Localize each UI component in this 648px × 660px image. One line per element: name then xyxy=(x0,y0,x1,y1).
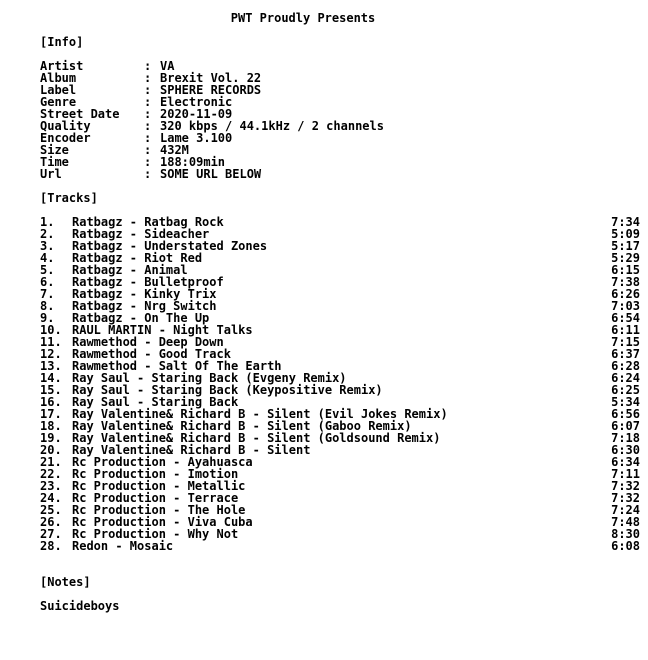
track-number: 5. xyxy=(40,263,55,277)
info-separator: : xyxy=(144,167,152,181)
track-number: 9. xyxy=(40,311,55,325)
track-duration: 6:08 xyxy=(611,539,640,553)
track-duration: 5:09 xyxy=(611,227,640,241)
track-title: Ray Valentine& Richard B - Silent xyxy=(72,443,311,457)
track-number: 24. xyxy=(40,491,62,505)
info-key: Label xyxy=(40,83,77,97)
info-value: SPHERE RECORDS xyxy=(160,83,262,97)
track-duration: 7:38 xyxy=(611,275,640,289)
info-row xyxy=(40,120,640,132)
track-number: 2. xyxy=(40,227,55,241)
track-title: Ratbagz - On The Up xyxy=(72,311,210,325)
track-title: Redon - Mosaic xyxy=(72,539,174,553)
track-duration: 6:26 xyxy=(611,287,640,301)
info-row xyxy=(40,84,640,96)
track-number: 7. xyxy=(40,287,55,301)
info-row xyxy=(40,144,640,156)
track-title: Rc Production - The Hole xyxy=(72,503,246,517)
track-title: Rc Production - Terrace xyxy=(72,491,239,505)
track-number: 13. xyxy=(40,359,62,373)
track-duration: 8:30 xyxy=(611,527,640,541)
track-number: 19. xyxy=(40,431,62,445)
info-key: Url xyxy=(40,167,62,181)
info-key: Quality xyxy=(40,119,91,133)
track-number: 10. xyxy=(40,323,62,337)
track-title: Ratbagz - Kinky Trix xyxy=(72,287,217,301)
info-separator: : xyxy=(144,107,152,121)
info-row xyxy=(40,156,640,168)
notes-text: Suicideboys xyxy=(40,599,120,613)
info-separator: : xyxy=(144,95,152,109)
track-title: Rc Production - Viva Cuba xyxy=(72,515,253,529)
track-duration: 6:34 xyxy=(611,455,640,469)
track-number: 16. xyxy=(40,395,62,409)
track-number: 22. xyxy=(40,467,62,481)
track-duration: 7:03 xyxy=(611,299,640,313)
track-duration: 7:24 xyxy=(611,503,640,517)
track-title: Rawmethod - Deep Down xyxy=(72,335,224,349)
track-duration: 7:11 xyxy=(611,467,640,481)
track-title: Rawmethod - Salt Of The Earth xyxy=(72,359,282,373)
info-separator: : xyxy=(144,71,152,85)
info-key: Size xyxy=(40,143,69,157)
info-separator: : xyxy=(144,119,152,133)
track-title: Ray Saul - Staring Back xyxy=(72,395,239,409)
track-number: 25. xyxy=(40,503,62,517)
track-duration: 6:28 xyxy=(611,359,640,373)
track-duration: 5:29 xyxy=(611,251,640,265)
track-number: 11. xyxy=(40,335,62,349)
track-duration: 6:56 xyxy=(611,407,640,421)
track-title: Ratbagz - Understated Zones xyxy=(72,239,268,253)
track-duration: 7:32 xyxy=(611,479,640,493)
tracks-heading: [Tracks] xyxy=(40,191,98,205)
info-separator: : xyxy=(144,83,152,97)
info-key: Genre xyxy=(40,95,77,109)
info-value: SOME URL BELOW xyxy=(160,167,262,181)
info-separator: : xyxy=(144,59,152,73)
info-value: 320 kbps / 44.1kHz / 2 channels xyxy=(160,119,384,133)
track-duration: 7:34 xyxy=(611,215,640,229)
track-number: 27. xyxy=(40,527,62,541)
track-number: 17. xyxy=(40,407,62,421)
track-number: 26. xyxy=(40,515,62,529)
track-title: Ray Saul - Staring Back (Evgeny Remix) xyxy=(72,371,347,385)
track-duration: 6:15 xyxy=(611,263,640,277)
track-duration: 7:15 xyxy=(611,335,640,349)
info-value: Brexit Vol. 22 xyxy=(160,71,262,85)
track-duration: 5:34 xyxy=(611,395,640,409)
track-title: Rawmethod - Good Track xyxy=(72,347,231,361)
info-row xyxy=(40,72,640,84)
track-title: RAUL MARTIN - Night Talks xyxy=(72,323,253,337)
track-title: Ratbagz - Sideacher xyxy=(72,227,210,241)
track-duration: 6:11 xyxy=(611,323,640,337)
info-value: VA xyxy=(160,59,175,73)
info-value: Electronic xyxy=(160,95,233,109)
track-title: Ratbagz - Ratbag Rock xyxy=(72,215,224,229)
info-key: Album xyxy=(40,71,77,85)
track-number: 4. xyxy=(40,251,55,265)
info-row xyxy=(40,132,640,144)
track-number: 14. xyxy=(40,371,62,385)
track-title: Rc Production - Ayahuasca xyxy=(72,455,253,469)
track-number: 12. xyxy=(40,347,62,361)
track-number: 21. xyxy=(40,455,62,469)
track-number: 8. xyxy=(40,299,55,313)
track-duration: 6:54 xyxy=(611,311,640,325)
info-value: 432M xyxy=(160,143,189,157)
track-title: Rc Production - Imotion xyxy=(72,467,239,481)
track-number: 23. xyxy=(40,479,62,493)
track-duration: 7:18 xyxy=(611,431,640,445)
info-key: Encoder xyxy=(40,131,91,145)
info-separator: : xyxy=(144,143,152,157)
track-title: Ray Valentine& Richard B - Silent (Gaboo Remix) xyxy=(72,419,412,433)
track-title: Ratbagz - Nrg Switch xyxy=(72,299,217,313)
info-key: Street Date xyxy=(40,107,120,121)
info-value: 2020-11-09 xyxy=(160,107,233,121)
info-row xyxy=(40,168,640,180)
track-number: 15. xyxy=(40,383,62,397)
track-number: 18. xyxy=(40,419,62,433)
track-title: Ray Valentine& Richard B - Silent (Goldsound Remix) xyxy=(72,431,441,445)
info-key: Artist xyxy=(40,59,84,73)
track-number: 6. xyxy=(40,275,55,289)
track-duration: 6:30 xyxy=(611,443,640,457)
info-separator: : xyxy=(144,155,152,169)
track-title: Rc Production - Why Not xyxy=(72,527,239,541)
track-duration: 7:48 xyxy=(611,515,640,529)
track-title: Ratbagz - Riot Red xyxy=(72,251,203,265)
info-key: Time xyxy=(40,155,69,169)
page-title: PWT Proudly Presents xyxy=(230,11,376,25)
track-number: 3. xyxy=(40,239,55,253)
track-duration: 6:24 xyxy=(611,371,640,385)
track-title: Ray Valentine& Richard B - Silent (Evil Jokes Remix) xyxy=(72,407,448,421)
track-title: Rc Production - Metallic xyxy=(72,479,246,493)
track-number: 28. xyxy=(40,539,62,553)
track-duration: 6:07 xyxy=(611,419,640,433)
track-duration: 6:37 xyxy=(611,347,640,361)
track-row xyxy=(40,540,640,552)
info-row xyxy=(40,60,640,72)
notes-heading: [Notes] xyxy=(40,575,91,589)
info-separator: : xyxy=(144,131,152,145)
info-value: Lame 3.100 xyxy=(160,131,233,145)
track-title: Ratbagz - Bulletproof xyxy=(72,275,224,289)
info-heading: [Info] xyxy=(40,35,84,49)
track-duration: 5:17 xyxy=(611,239,640,253)
track-duration: 7:32 xyxy=(611,491,640,505)
track-number: 20. xyxy=(40,443,62,457)
track-title: Ray Saul - Staring Back (Keypositive Remix) xyxy=(72,383,383,397)
info-row xyxy=(40,96,640,108)
track-title: Ratbagz - Animal xyxy=(72,263,188,277)
info-value: 188:09min xyxy=(160,155,226,169)
track-duration: 6:25 xyxy=(611,383,640,397)
track-number: 1. xyxy=(40,215,55,229)
